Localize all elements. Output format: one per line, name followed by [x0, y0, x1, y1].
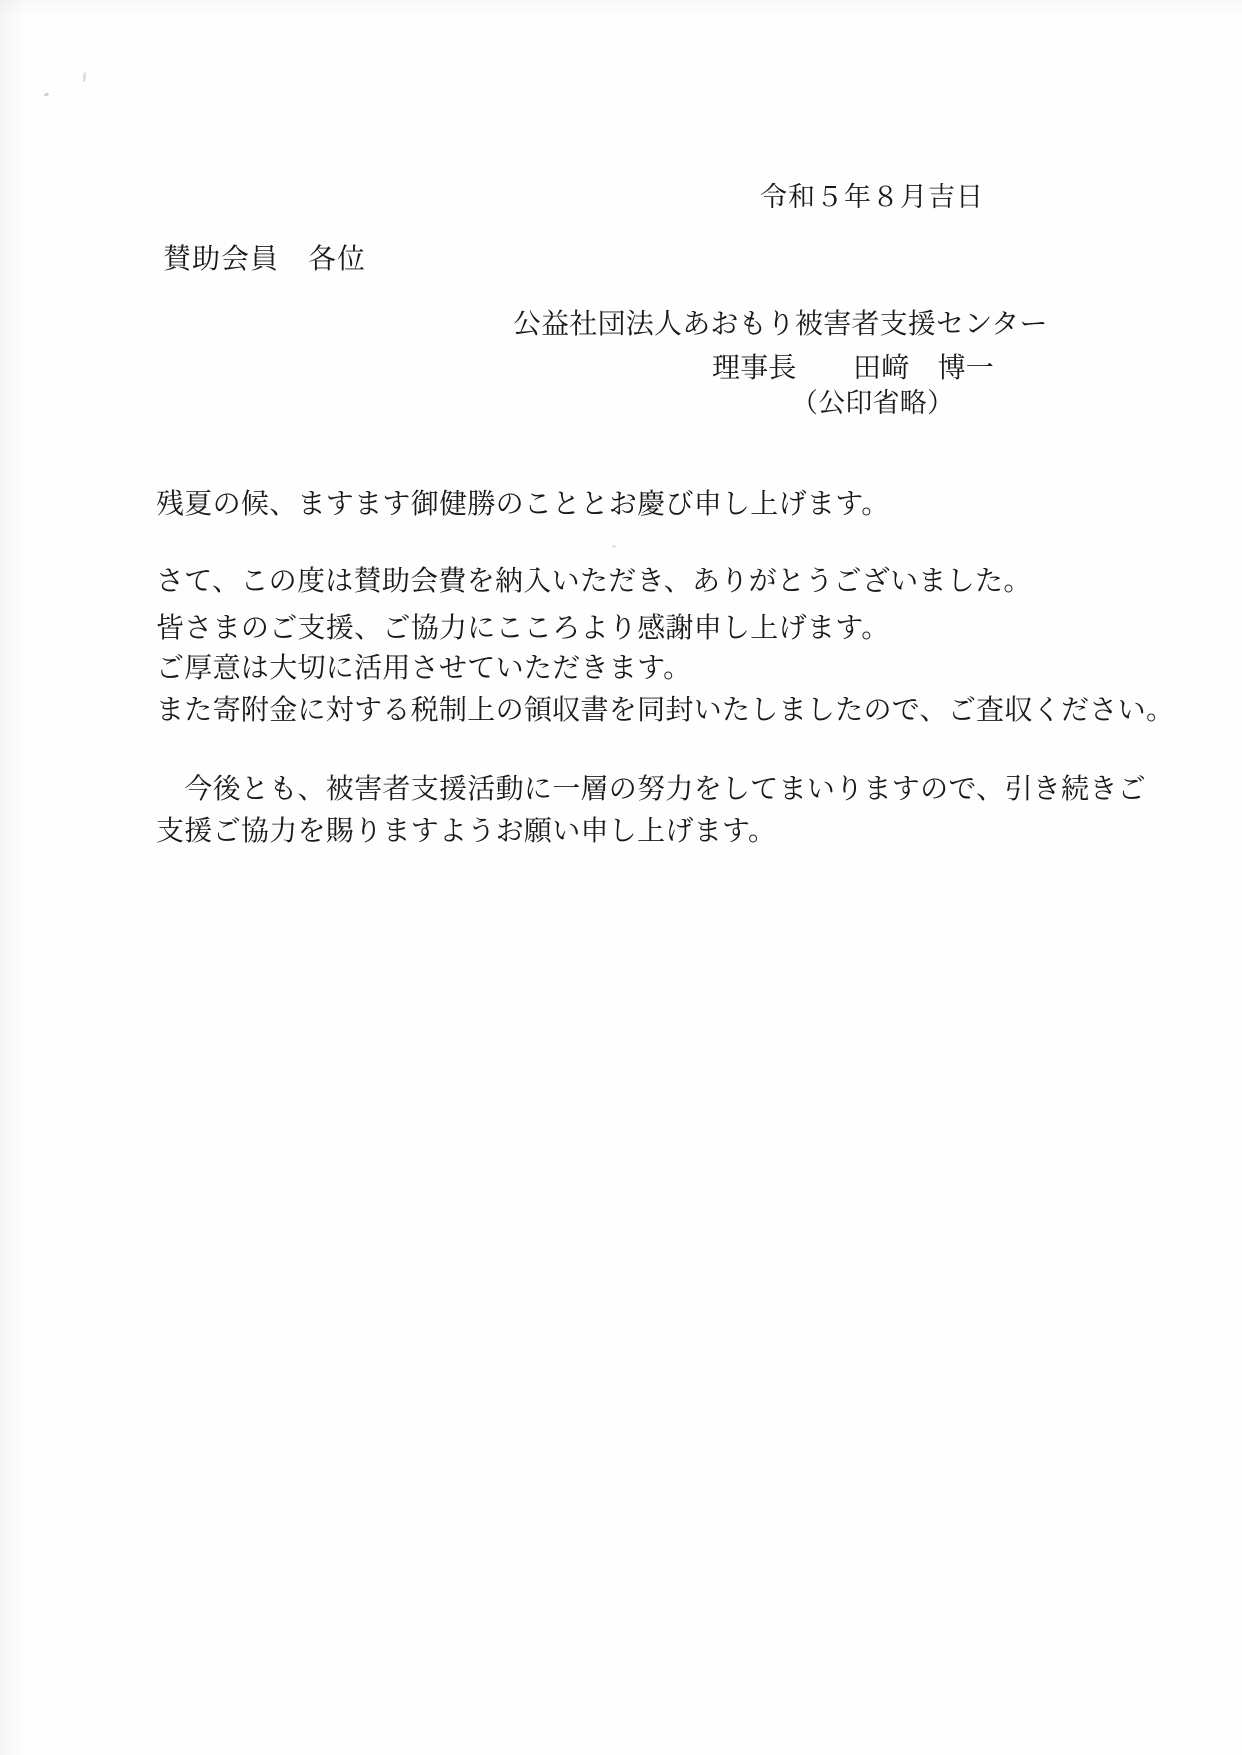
sender-title-and-name: 理事長 田﨑 博一 [712, 353, 995, 384]
letter-addressee: 賛助会員 各位 [163, 244, 367, 275]
letter-closing-line: 支援ご協力を賜りますようお願い申し上げます。 [156, 816, 777, 847]
letter-body-line: さて、この度は賛助会費を納入いただき、ありがとうございました。 [156, 566, 1032, 597]
sender-organization: 公益社団法人あおもり被害者支援センター [513, 309, 1048, 340]
letter-body-line: ご厚意は大切に活用させていただきます。 [156, 653, 692, 684]
letter-closing-line: 今後とも、被害者支援活動に一層の努力をしてまいりますので、引き続きご [156, 774, 1146, 805]
sender-seal-note: （公印省略） [791, 388, 955, 418]
letter-body-line: また寄附金に対する税制上の領収書を同封いたしましたので、ご査収ください。 [156, 695, 1175, 726]
letter-date: 令和５年８月吉日 [760, 182, 984, 212]
letter-body-line: 皆さまのご支援、ご協力にこころより感謝申し上げます。 [156, 613, 890, 644]
letter-greeting: 残夏の候、ますます御健勝のこととお慶び申し上げます。 [156, 489, 890, 520]
